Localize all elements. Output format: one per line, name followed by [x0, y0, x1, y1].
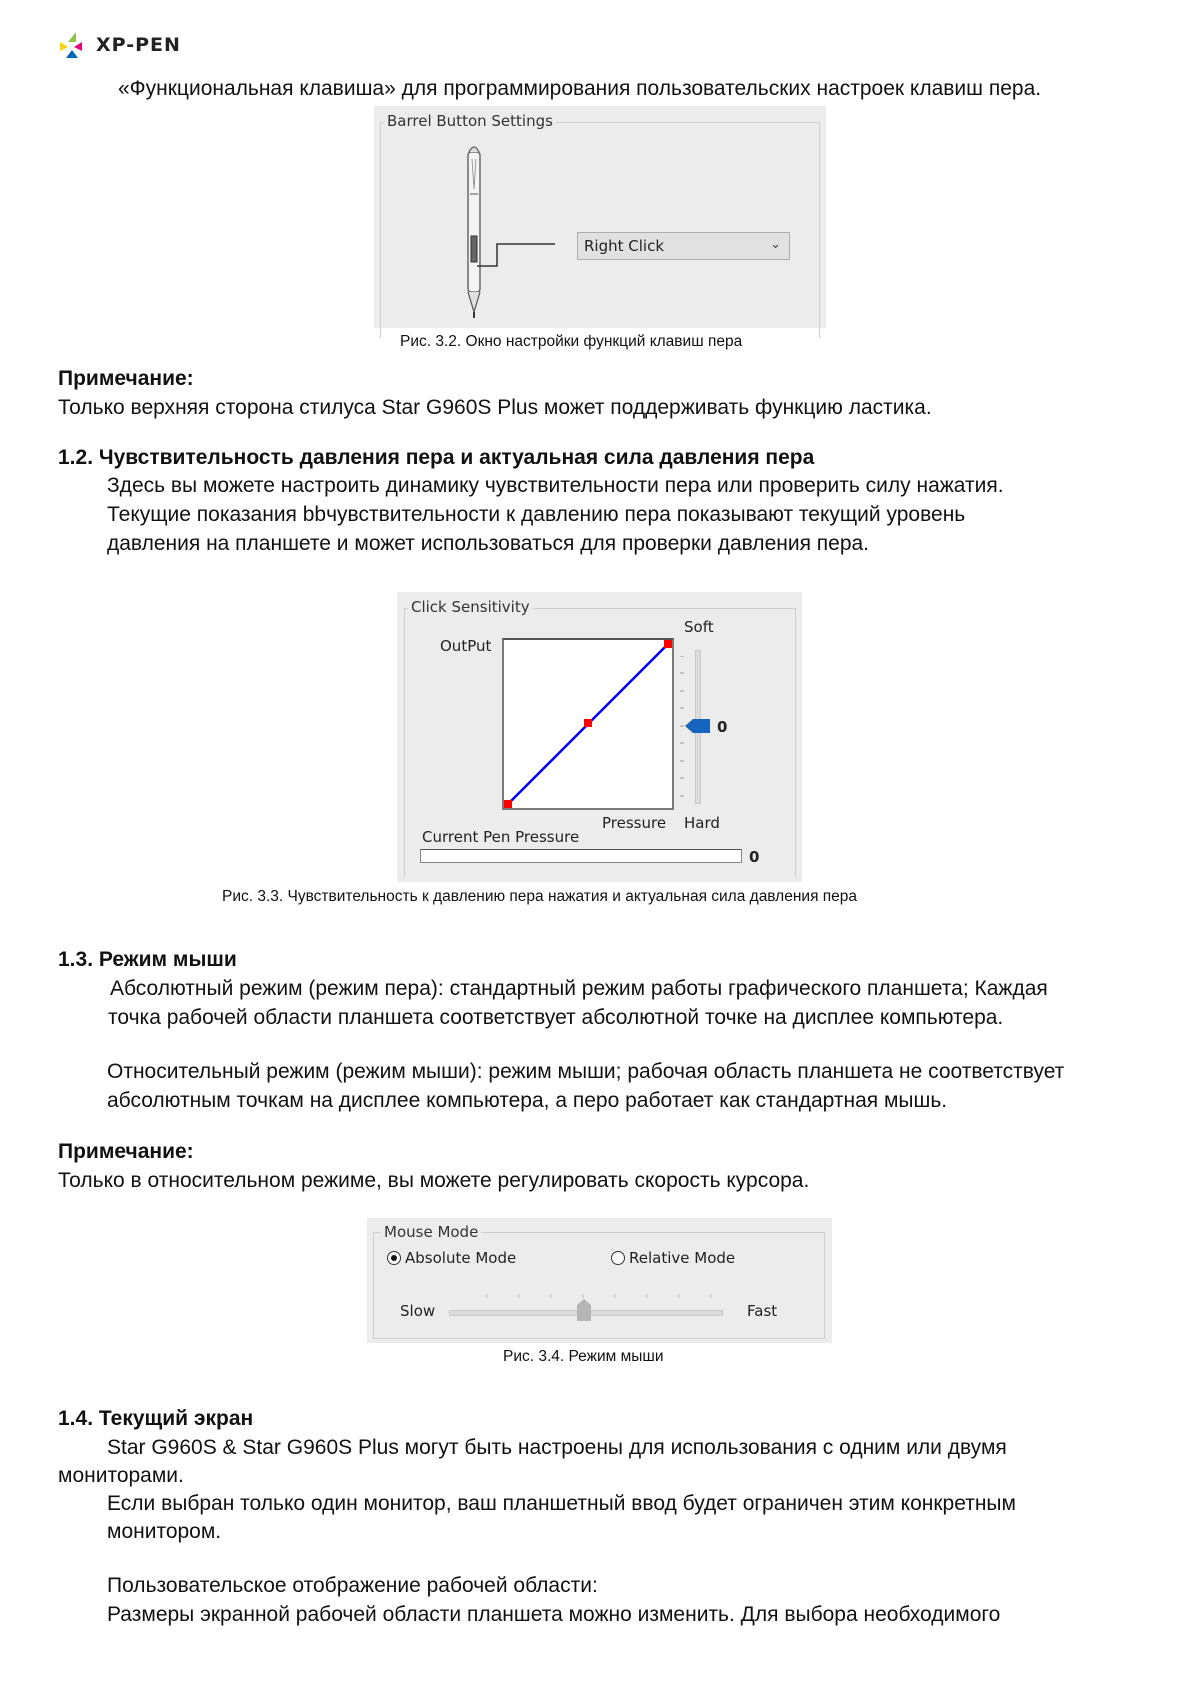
section-1-2-line-3: давления на планшете и может использоваться для проверки давления пера.	[107, 532, 870, 555]
curve-point-mid	[584, 719, 592, 727]
radio-unchecked-icon	[611, 1251, 625, 1265]
section-1-4-line-2-cont: монитором.	[107, 1520, 222, 1543]
cursor-speed-slider-thumb[interactable]	[577, 1299, 591, 1325]
click-sensitivity-panel	[397, 592, 802, 882]
figure-3-4-caption: Рис. 3.4. Режим мыши	[503, 1348, 664, 1365]
note-2-text: Только в относительном режиме, вы можете регулировать скорость курсора.	[58, 1169, 810, 1192]
chevron-down-icon: ⌄	[770, 237, 781, 252]
barrel-button-dropdown[interactable]	[577, 232, 790, 260]
absolute-mode-label: Absolute Mode	[405, 1249, 517, 1267]
brand-name: XP-PEN	[96, 34, 181, 56]
barrel-button-settings-panel	[374, 106, 826, 328]
output-label: OutPut	[440, 637, 492, 655]
section-1-3-para-2-line-2: абсолютным точкам на дисплее компьютера, а перо работает как стандартная мышь.	[107, 1089, 948, 1112]
barrel-button-settings-label: Barrel Button Settings	[384, 112, 556, 130]
stylus-pen-icon	[464, 144, 484, 323]
sensitivity-slider-thumb[interactable]	[685, 718, 711, 738]
click-sensitivity-label: Click Sensitivity	[408, 598, 533, 616]
section-1-2-line-2: Текущие показания bbчувствительности к давлению пера показывают текущий уровень	[107, 503, 966, 526]
current-pen-pressure-label: Current Pen Pressure	[422, 828, 580, 846]
intro-text: «Функциональная клавиша» для программирования пользовательских настроек клавиш пера.	[118, 77, 1042, 100]
relative-mode-radio[interactable]	[611, 1249, 735, 1267]
relative-mode-label: Relative Mode	[629, 1249, 736, 1267]
curve-point-start	[504, 800, 512, 808]
section-1-4-line-1-cont: мониторами.	[58, 1464, 184, 1487]
radio-checked-icon	[387, 1251, 401, 1265]
xp-pen-logo-icon	[58, 30, 90, 60]
slow-label: Slow	[400, 1302, 436, 1320]
sensitivity-slider-value: 0	[717, 718, 728, 736]
button-connector-line	[477, 238, 557, 268]
curve-point-end	[664, 640, 672, 648]
brand-logo	[58, 30, 181, 60]
section-1-2-heading: 1.2. Чувствительность давления пера и актуальная сила давления пера	[58, 446, 815, 469]
note-1-text: Только верхняя сторона стилуса Star G960S Plus может поддерживать функцию ластика.	[58, 396, 932, 419]
section-1-4-line-1: Star G960S & Star G960S Plus могут быть настроены для использования с одним или двумя	[107, 1436, 1007, 1459]
section-1-4-line-3: Пользовательское отображение рабочей области:	[107, 1574, 598, 1597]
section-1-4-heading: 1.4. Текущий экран	[58, 1407, 254, 1430]
section-1-3-heading: 1.3. Режим мыши	[58, 948, 237, 971]
note-2-title: Примечание:	[58, 1140, 194, 1163]
note-1-title: Примечание:	[58, 367, 194, 390]
pressure-curve-graph[interactable]	[502, 638, 674, 810]
absolute-mode-radio[interactable]	[387, 1249, 516, 1267]
fast-label: Fast	[747, 1302, 778, 1320]
section-1-4-line-4: Размеры экранной рабочей области планшета можно изменить. Для выбора необходимого	[107, 1603, 1001, 1626]
soft-label: Soft	[684, 618, 714, 636]
section-1-2-line-1: Здесь вы можете настроить динамику чувствительности пера или проверить силу нажатия.	[107, 474, 1004, 497]
mouse-mode-label: Mouse Mode	[381, 1223, 481, 1241]
section-1-3-para-2-line-1: Относительный режим (режим мыши): режим мыши; рабочая область планшета не соответствует	[107, 1060, 1065, 1083]
section-1-3-para-1-line-2: точка рабочей области планшета соответствует абсолютной точке на дисплее компьютера.	[108, 1006, 1004, 1029]
section-1-3-para-1-line-1: Абсолютный режим (режим пера): стандартный режим работы графического планшета; Каждая	[110, 977, 1048, 1000]
hard-label: Hard	[684, 814, 720, 832]
pressure-axis-label: Pressure	[602, 814, 667, 832]
figure-3-3-caption: Рис. 3.3. Чувствительность к давлению пера нажатия и актуальная сила давления пера	[222, 888, 858, 905]
section-1-4-line-2: Если выбран только один монитор, ваш планшетный ввод будет ограничен этим конкретным	[107, 1492, 1016, 1515]
current-pen-pressure-bar	[420, 849, 742, 863]
speed-slider-ticks	[457, 1288, 747, 1296]
mouse-mode-panel	[367, 1218, 832, 1343]
figure-3-2-caption: Рис. 3.2. Окно настройки функций клавиш пера	[400, 333, 743, 350]
barrel-button-dropdown-value: Right Click	[584, 237, 665, 255]
current-pen-pressure-value: 0	[749, 848, 760, 866]
